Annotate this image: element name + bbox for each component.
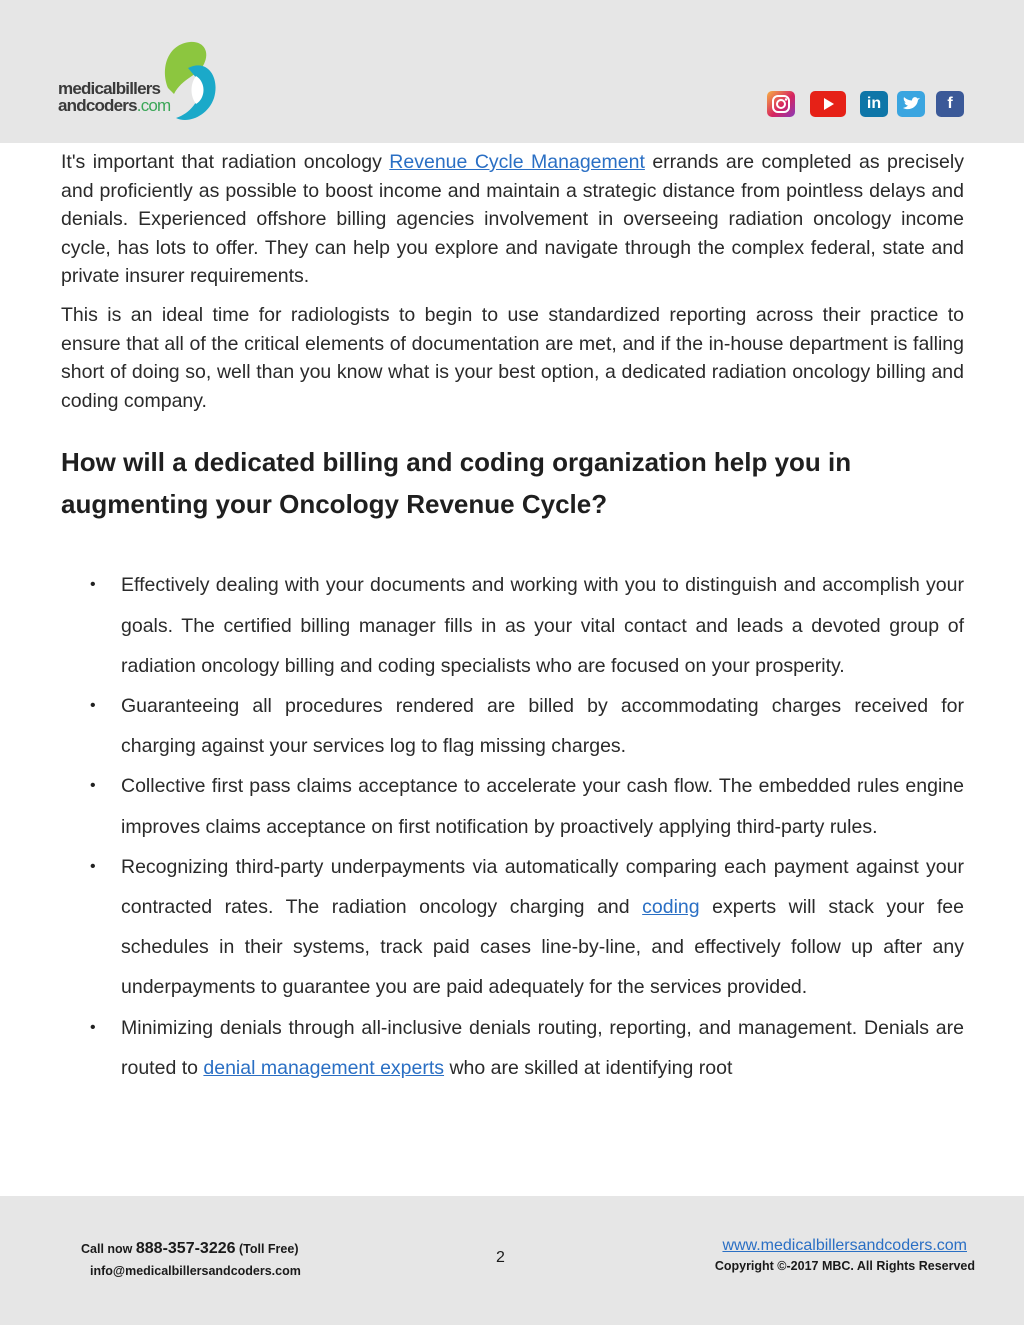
denial-management-experts-link[interactable]: denial management experts — [203, 1056, 445, 1079]
logo-text — [58, 80, 170, 114]
list-item: • Guaranteeing all procedures rendered are billed by accommodating charges received for charging against your services log to flag missing charges. — [121, 686, 964, 766]
para1-text-end: errands are completed as precisely and proficiently as possible to boost income and maintain a strategic distance from pointless delays and denials. Experienced offshore billing agencies involvement in overseeing radiation oncology income cycle, has lots to offer. They can help you explore and navigate through the complex federal, state and private insurer requirements. — [61, 151, 964, 288]
b4-text-end: experts will stack your fee schedules in their systems, track paid cases line-by-line, and effectively follow up after any underpayments to guarantee you are paid adequately for the services provided. — [121, 895, 964, 999]
youtube-icon[interactable] — [810, 91, 846, 117]
phone-number[interactable]: 888-357-3226 — [135, 1240, 236, 1257]
company-logo[interactable] — [58, 38, 218, 128]
facebook-glyph: f — [947, 95, 953, 112]
twitter-icon[interactable] — [897, 91, 925, 117]
page-header — [0, 0, 1024, 143]
list-item: • Collective first pass claims acceptance to accelerate your cash flow. The embedded rules engine improves claims acceptance on first notification by proactively applying third-party rules. — [121, 766, 964, 846]
list-item: • Effectively dealing with your documents and working with you to distinguish and accomplish your goals. The certified billing manager fills in as your vital contact and leads a devoted group of radiation oncology billing and coding specialists who are focused on your prosperity. — [121, 565, 964, 686]
linkedin-glyph: in — [866, 95, 882, 112]
call-now-line — [81, 1240, 298, 1258]
page-footer — [0, 1196, 1024, 1325]
paragraph-intro — [61, 148, 964, 291]
b5-text-start: Minimizing denials through all-inclusive denials routing, reporting, and management. Denials are routed to — [121, 1016, 964, 1079]
page-number: 2 — [496, 1249, 505, 1266]
logo-line1: medicalbillers — [58, 79, 161, 98]
logo-line2-suffix: .com — [136, 96, 171, 115]
document-body — [61, 148, 964, 1088]
b4-text-start: Recognizing third-party underpayments via automatically comparing each payment against your contracted rates. The radiation oncology charging and — [121, 855, 964, 918]
b5-text-end: who are skilled at identifying root — [444, 1056, 733, 1079]
copyright-text: Copyright ©-2017 MBC. All Rights Reserved — [714, 1259, 975, 1273]
list-item — [121, 1008, 964, 1088]
list-item — [121, 847, 964, 1008]
coding-link[interactable]: coding — [642, 895, 700, 918]
website-link[interactable]: www.medicalbillersandcoders.com — [722, 1237, 967, 1254]
email-address[interactable]: info@medicalbillersandcoders.com — [90, 1264, 301, 1278]
call-now-label: Call now — [81, 1242, 136, 1256]
revenue-cycle-management-link[interactable]: Revenue Cycle Management — [389, 151, 645, 173]
facebook-icon[interactable] — [936, 91, 964, 117]
section-heading: How will a dedicated billing and coding organization help you in augmenting your Oncology Revenue Cycle? — [61, 447, 852, 520]
linkedin-icon[interactable] — [860, 91, 888, 117]
paragraph-standardized-reporting: This is an ideal time for radiologists to begin to use standardized reporting across their practice to ensure that all of the critical elements of documentation are met, and if the in-house department is falling short of doing so, well than you know what is your best option, a dedicated radiation oncology billing and coding company. — [61, 303, 964, 412]
instagram-icon[interactable] — [767, 91, 795, 117]
logo-line2: andcoders — [58, 96, 137, 115]
para1-text-start: It's important that radiation oncology — [61, 151, 390, 173]
benefits-list — [61, 565, 964, 1088]
toll-free-label: (Toll Free) — [235, 1242, 299, 1256]
